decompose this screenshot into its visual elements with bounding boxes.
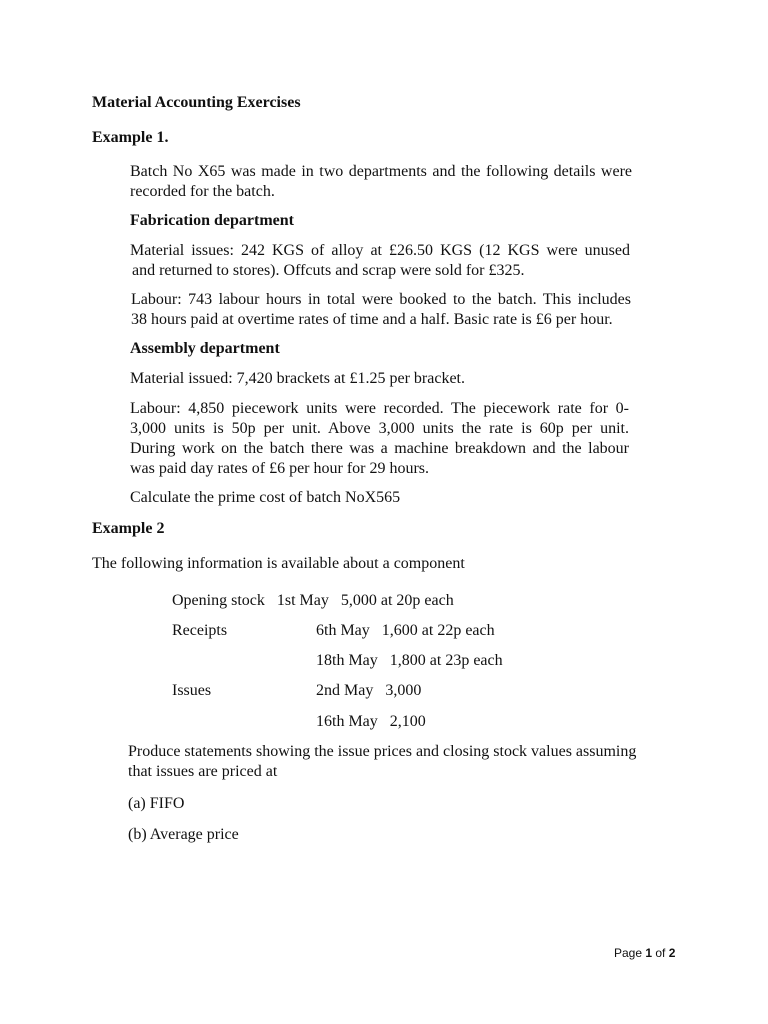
example2-task-line2: that issues are priced at (128, 763, 278, 780)
fabrication-labour-line2: 38 hours paid at overtime rates of time and a half. Basic rate is £6 per hour. (131, 311, 613, 328)
assembly-labour-line3: During work on the batch there was a machine breakdown and the labour (130, 440, 629, 457)
assembly-labour-line1: Labour: 4,850 piecework units were recorded. The piecework rate for 0- (130, 400, 629, 417)
example1-task: Calculate the prime cost of batch NoX565 (130, 489, 401, 506)
fabrication-material-line2: and returned to stores). Offcuts and scrap were sold for £325. (132, 262, 525, 279)
assembly-labour-line2: 3,000 units is 50p per unit. Above 3,000 units the rate is 60p per unit. (130, 420, 629, 437)
fabrication-material-line1: Material issues: 242 KGS of alloy at £26.50 KGS (12 KGS were unused (130, 242, 630, 259)
example2-heading: Example 2 (92, 520, 165, 537)
receipt-row-2: 18th May 1,800 at 23p each (316, 652, 503, 669)
assembly-heading: Assembly department (130, 340, 280, 357)
assembly-material: Material issued: 7,420 brackets at £1.25 per bracket. (130, 370, 465, 387)
example2-task-line1: Produce statements showing the issue prices and closing stock values assuming (128, 743, 637, 760)
page-number (614, 943, 675, 963)
option-a: (a) FIFO (128, 795, 185, 812)
issue-row-2: 16th May 2,100 (316, 713, 426, 730)
issue-row-1: 2nd May 3,000 (316, 682, 422, 699)
page-total: 2 (668, 946, 676, 960)
page-prefix: Page (614, 946, 646, 960)
receipts-label: Receipts (172, 622, 228, 639)
fabrication-labour-line1: Labour: 743 labour hours in total were booked to the batch. This includes (131, 291, 631, 308)
fabrication-heading: Fabrication department (130, 212, 294, 229)
example1-intro-line1: Batch No X65 was made in two departments and the following details were (130, 163, 632, 180)
document-title: Material Accounting Exercises (92, 94, 301, 111)
example2-intro: The following information is available about a component (92, 555, 465, 572)
assembly-labour-line4: was paid day rates of £6 per hour for 29 hours. (130, 460, 430, 477)
page-middle: of (652, 946, 669, 960)
issues-label: Issues (172, 682, 212, 699)
page-current: 1 (645, 946, 653, 960)
receipt-row-1: 6th May 1,600 at 22p each (316, 622, 495, 639)
example1-intro-line2: recorded for the batch. (130, 183, 275, 200)
opening-stock: Opening stock 1st May 5,000 at 20p each (172, 592, 454, 609)
option-b: (b) Average price (128, 826, 239, 843)
example1-heading: Example 1. (92, 129, 169, 146)
